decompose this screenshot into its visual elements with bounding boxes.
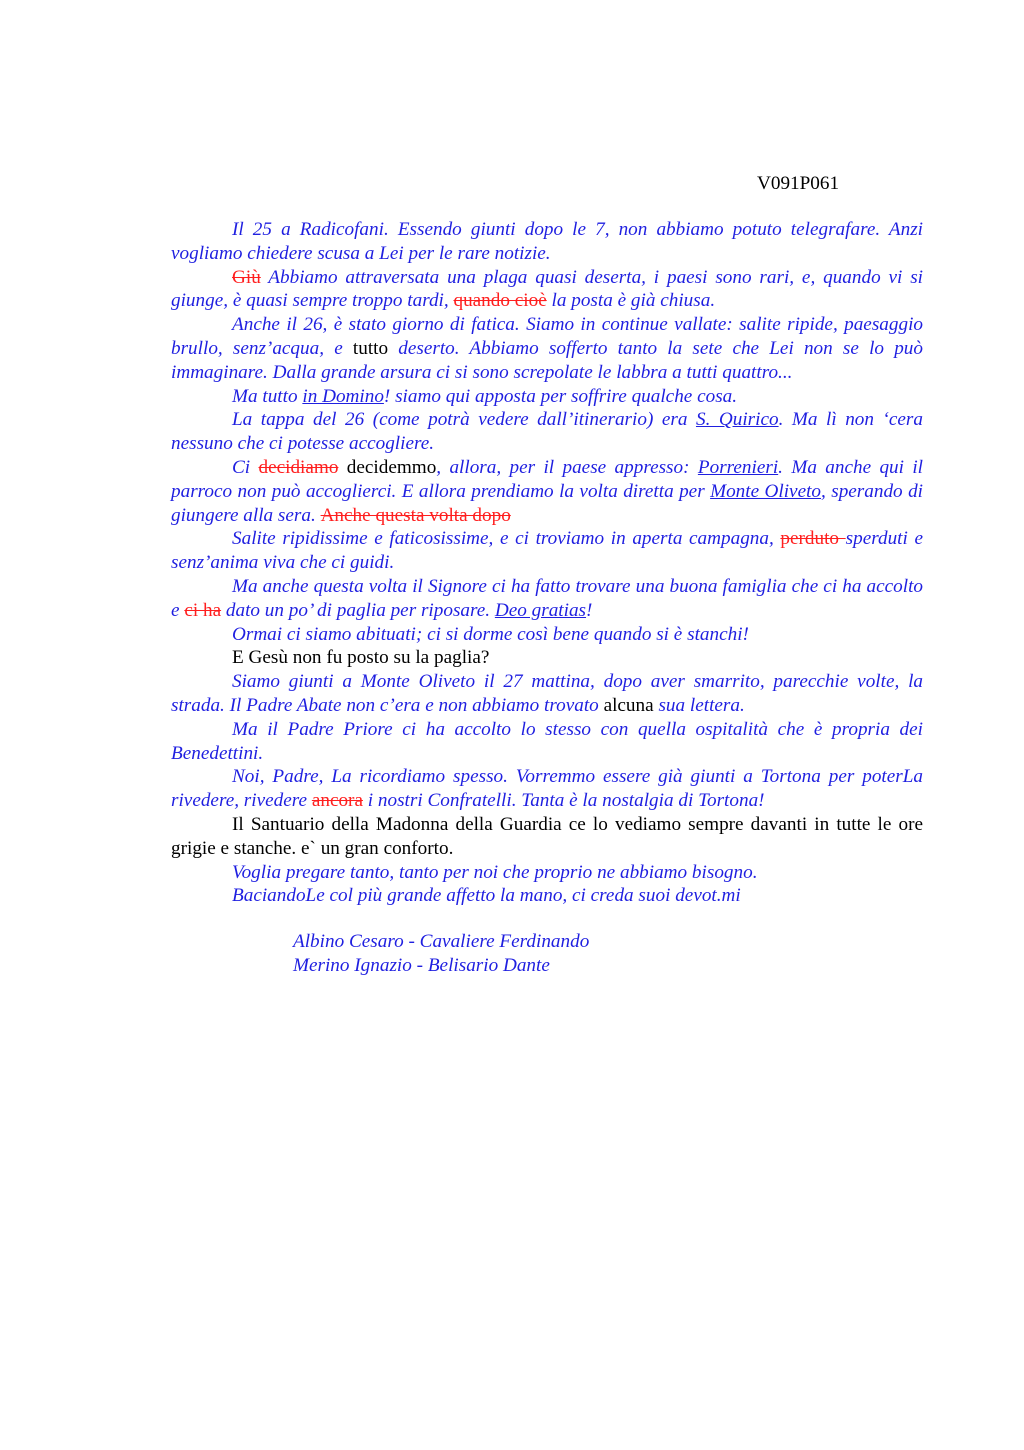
underlined-text: Deo gratias bbox=[494, 599, 587, 621]
plain-text: Il Santuario della Madonna della Guardia ce lo vediamo sempre davanti in tutte le ore grigie e stanche. e` un gran conforto. bbox=[171, 813, 923, 859]
paragraph bbox=[171, 884, 923, 908]
italic-text: sperduti e senz’anima viva che ci guidi. bbox=[171, 528, 923, 574]
paragraph bbox=[171, 646, 923, 670]
paragraph bbox=[171, 313, 923, 384]
plain-text: alcuna bbox=[603, 694, 654, 716]
deleted-text: ancora bbox=[311, 790, 363, 812]
plain-text: decidemmo bbox=[338, 456, 437, 478]
signature-line: Merino Ignazio - Belisario Dante bbox=[293, 954, 550, 976]
letter-body bbox=[171, 218, 923, 908]
italic-text: sua lettera. bbox=[653, 694, 745, 716]
paragraph bbox=[171, 266, 923, 314]
italic-text: deserto. Abbiamo sofferto tanto la sete che Lei non se lo può immaginare. Dalla grande arsura ci si sono screpolate le labbra a tutti quattro... bbox=[171, 337, 923, 383]
italic-text: Ci bbox=[232, 456, 259, 478]
paragraph bbox=[171, 527, 923, 575]
signature-block bbox=[293, 930, 589, 978]
plain-text: tutto bbox=[352, 337, 389, 359]
underlined-text: S. Quirico bbox=[695, 409, 779, 431]
deleted-text: Anche questa volta dopo bbox=[320, 504, 511, 526]
paragraph bbox=[171, 218, 923, 266]
italic-text: , allora, per il paese appresso: bbox=[436, 456, 698, 478]
deleted-text: Giù bbox=[232, 266, 261, 288]
paragraph bbox=[171, 765, 923, 813]
italic-text: ! siamo qui apposta per soffrire qualche cosa. bbox=[383, 385, 738, 407]
italic-text: la posta è già chiusa. bbox=[546, 290, 716, 312]
underlined-text: Monte Oliveto bbox=[710, 480, 822, 502]
paragraph bbox=[171, 861, 923, 885]
italic-text: Ma anche questa volta il Signore ci ha fatto trovare una buona famiglia che ci ha accolto e bbox=[171, 575, 923, 621]
underlined-text: in Domino bbox=[302, 385, 384, 407]
deleted-text: quando cioè bbox=[453, 290, 547, 312]
italic-text: Ma il Padre Priore ci ha accolto lo stesso con quella ospitalità che è propria dei Benedettini. bbox=[171, 718, 923, 764]
deleted-text: decidiamo bbox=[258, 456, 339, 478]
italic-text: Anche il 26, è stato giorno di fatica. Siamo in continue vallate: salite ripide, paesaggio brullo, senz’acqua, e bbox=[171, 314, 923, 359]
paragraph bbox=[171, 575, 923, 623]
plain-text: E Gesù non fu posto su la paglia? bbox=[232, 647, 490, 669]
italic-text: . Ma lì non ‘cera nessuno che ci potesse accogliere. bbox=[171, 409, 923, 455]
deleted-text: ci ha bbox=[184, 599, 222, 621]
paragraph bbox=[171, 385, 923, 409]
italic-text: ! bbox=[586, 599, 593, 621]
document-reference: V091P061 bbox=[757, 173, 840, 194]
italic-text: . Ma anche qui il parroco non può accoglierci. E allora prendiamo la volta diretta per bbox=[171, 456, 923, 502]
italic-text: Abbiamo attraversata una plaga quasi deserta, i paesi sono rari, e, quando vi si giunge, è quasi sempre troppo tardi, bbox=[171, 266, 923, 312]
paragraph bbox=[171, 408, 923, 456]
italic-text: Il 25 a Radicofani. Essendo giunti dopo le 7, non abbiamo potuto telegrafare. Anzi vogliamo chiedere scusa a Lei per le rare notizie. bbox=[171, 219, 923, 264]
paragraph bbox=[171, 456, 923, 527]
italic-text: BaciandoLe col più grande affetto la mano, ci creda suoi devot.mi bbox=[232, 885, 741, 907]
italic-text: Noi, Padre, La ricordiamo spesso. Vorremmo essere già giunti a Tortona per poterLa rivedere, rivedere bbox=[171, 766, 923, 812]
paragraph bbox=[171, 813, 923, 861]
signature-line: Albino Cesaro - Cavaliere Ferdinando bbox=[293, 931, 590, 952]
paragraph bbox=[171, 670, 923, 718]
italic-text: Siamo giunti a Monte Oliveto il 27 mattina, dopo aver smarrito, parecchie volte, la strada. Il Padre Abate non c’era e non abbiamo trovato bbox=[171, 671, 923, 716]
italic-text: , sperando di giungere alla sera. bbox=[171, 480, 923, 526]
italic-text: La tappa del 26 (come potrà vedere dall’itinerario) era bbox=[232, 409, 696, 431]
italic-text: dato un po’ di paglia per riposare. bbox=[221, 599, 495, 621]
deleted-text: perduto bbox=[780, 528, 846, 550]
underlined-text: Porrenieri bbox=[697, 456, 779, 478]
italic-text: Ma tutto bbox=[232, 385, 303, 407]
italic-text: Voglia pregare tanto, tanto per noi che proprio ne abbiamo bisogno. bbox=[232, 861, 758, 883]
italic-text: i nostri Confratelli. Tanta è la nostalgia di Tortona! bbox=[362, 790, 765, 812]
italic-text: Ormai ci siamo abituati; ci si dorme così bene quando si è stanchi! bbox=[232, 623, 749, 645]
italic-text: Salite ripidissime e faticosissime, e ci troviamo in aperta campagna, bbox=[232, 528, 781, 550]
paragraph bbox=[171, 718, 923, 766]
paragraph bbox=[171, 623, 923, 647]
